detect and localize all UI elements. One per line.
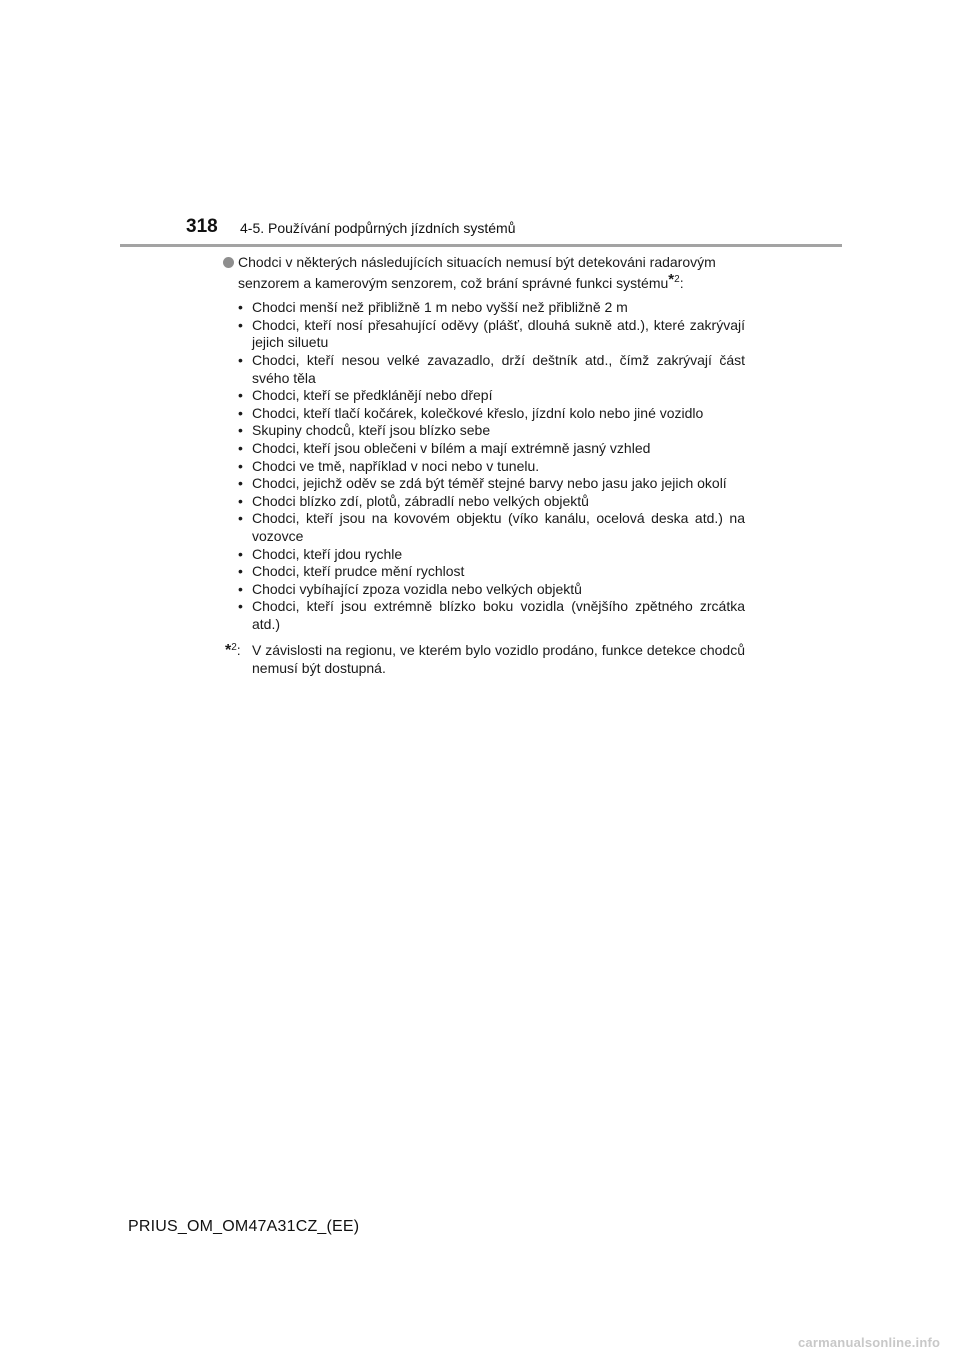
pedestrian-situations-list xyxy=(223,299,745,633)
list-item-text: Chodci, jejichž oděv se zdá být téměř stejné barvy nebo jasu jako jejich okolí xyxy=(252,475,727,492)
list-item xyxy=(223,598,745,633)
bullet-icon: • xyxy=(238,598,243,615)
watermark: carmanualsonline.info xyxy=(798,1335,941,1350)
bullet-icon: • xyxy=(238,510,243,527)
footnote-mark: *$^2$: xyxy=(225,642,241,660)
circle-bullet-icon xyxy=(223,257,234,268)
bullet-icon: • xyxy=(238,316,243,333)
bullet-icon: • xyxy=(238,457,243,474)
list-item xyxy=(223,352,745,387)
bullet-icon: • xyxy=(238,475,243,492)
list-item xyxy=(223,387,745,405)
list-item-text: Chodci, kteří jsou na kovovém objektu (víko kanálu, ocelová deska atd.) na vozovce xyxy=(252,510,745,544)
footnote-mark-number: 2 xyxy=(231,642,237,654)
list-item xyxy=(223,563,745,581)
asterisk-icon: * xyxy=(225,642,232,660)
list-item xyxy=(223,299,745,317)
intro-paragraph xyxy=(223,254,745,292)
header-divider xyxy=(120,244,842,247)
document-code: PRIUS_OM_OM47A31CZ_(EE) xyxy=(128,1218,360,1235)
list-item-text: Chodci, kteří se předklánějí nebo dřepí xyxy=(252,387,493,404)
list-item-text: Chodci, kteří jdou rychle xyxy=(252,545,403,562)
list-item xyxy=(223,440,745,458)
list-item-text: Skupiny chodců, kteří jsou blízko sebe xyxy=(252,422,491,439)
list-item xyxy=(223,493,745,511)
list-item-text: Chodci, kteří tlačí kočárek, kolečkové křeslo, jízdní kolo nebo jiné vozidlo xyxy=(252,404,704,421)
list-item-text: Chodci, kteří jsou oblečeni v bílém a mají extrémně jasný vzhled xyxy=(252,439,651,456)
asterisk-icon: * xyxy=(668,270,675,288)
list-item-text: Chodci, kteří prudce mění rychlost xyxy=(252,563,465,580)
bullet-icon: • xyxy=(238,563,243,580)
list-item-text: Chodci, kteří nesou velké zavazadlo, drží deštník atd., čímž zakrývají část svého těla xyxy=(252,351,745,386)
list-item xyxy=(223,581,745,599)
intro-line-2 xyxy=(238,270,745,293)
intro-line-1: Chodci v některých následujících situacích nemusí být detekováni radarovým xyxy=(238,254,716,270)
footnote xyxy=(223,642,745,677)
list-item-text: Chodci vybíhající zpoza vozidla nebo velkých objektů xyxy=(252,580,582,597)
list-item xyxy=(223,475,745,493)
bullet-icon: • xyxy=(238,351,243,368)
section-title: 4-5. Používání podpůrných jízdních systémů xyxy=(240,220,516,236)
bullet-icon: • xyxy=(238,387,243,404)
list-item xyxy=(223,405,745,423)
list-item-text: Chodci, kteří jsou extrémně blízko boku vozidla (vnějšího zpětného zrcátka atd.) xyxy=(252,598,745,632)
main-content xyxy=(223,254,745,678)
bullet-icon: • xyxy=(238,439,243,456)
bullet-icon: • xyxy=(238,492,243,509)
list-item xyxy=(223,510,745,545)
footnote-reference[interactable] xyxy=(668,270,680,288)
intro-colon: : xyxy=(679,274,684,291)
list-item xyxy=(223,422,745,440)
bullet-icon: • xyxy=(238,299,243,316)
list-item-text: Chodci ve tmě, například v noci nebo v tunelu. xyxy=(252,457,540,474)
list-item xyxy=(223,317,745,352)
bullet-icon: • xyxy=(238,422,243,439)
intro-line-2-text: senzorem a kamerovým senzorem, což brání správné funkci systému xyxy=(238,274,669,291)
page-number: 318 xyxy=(186,216,218,237)
list-item xyxy=(223,458,745,476)
bullet-icon: • xyxy=(238,404,243,421)
list-item xyxy=(223,546,745,564)
list-item-text: Chodci blízko zdí, plotů, zábradlí nebo velkých objektů xyxy=(252,492,589,509)
bullet-icon: • xyxy=(238,580,243,597)
list-item-text: Chodci, kteří nosí přesahující oděvy (plášť, dlouhá sukně atd.), které zakrývají jejich siluetu xyxy=(252,316,745,351)
footnote-reference-number: 2 xyxy=(674,273,680,285)
list-item-text: Chodci menší než přibližně 1 m nebo vyšší než přibližně 2 m xyxy=(252,299,628,316)
bullet-icon: • xyxy=(238,545,243,562)
footnote-text: V závislosti na regionu, ve kterém bylo vozidlo prodáno, funkce detekce chodců nemusí být dostupná. xyxy=(252,642,745,677)
